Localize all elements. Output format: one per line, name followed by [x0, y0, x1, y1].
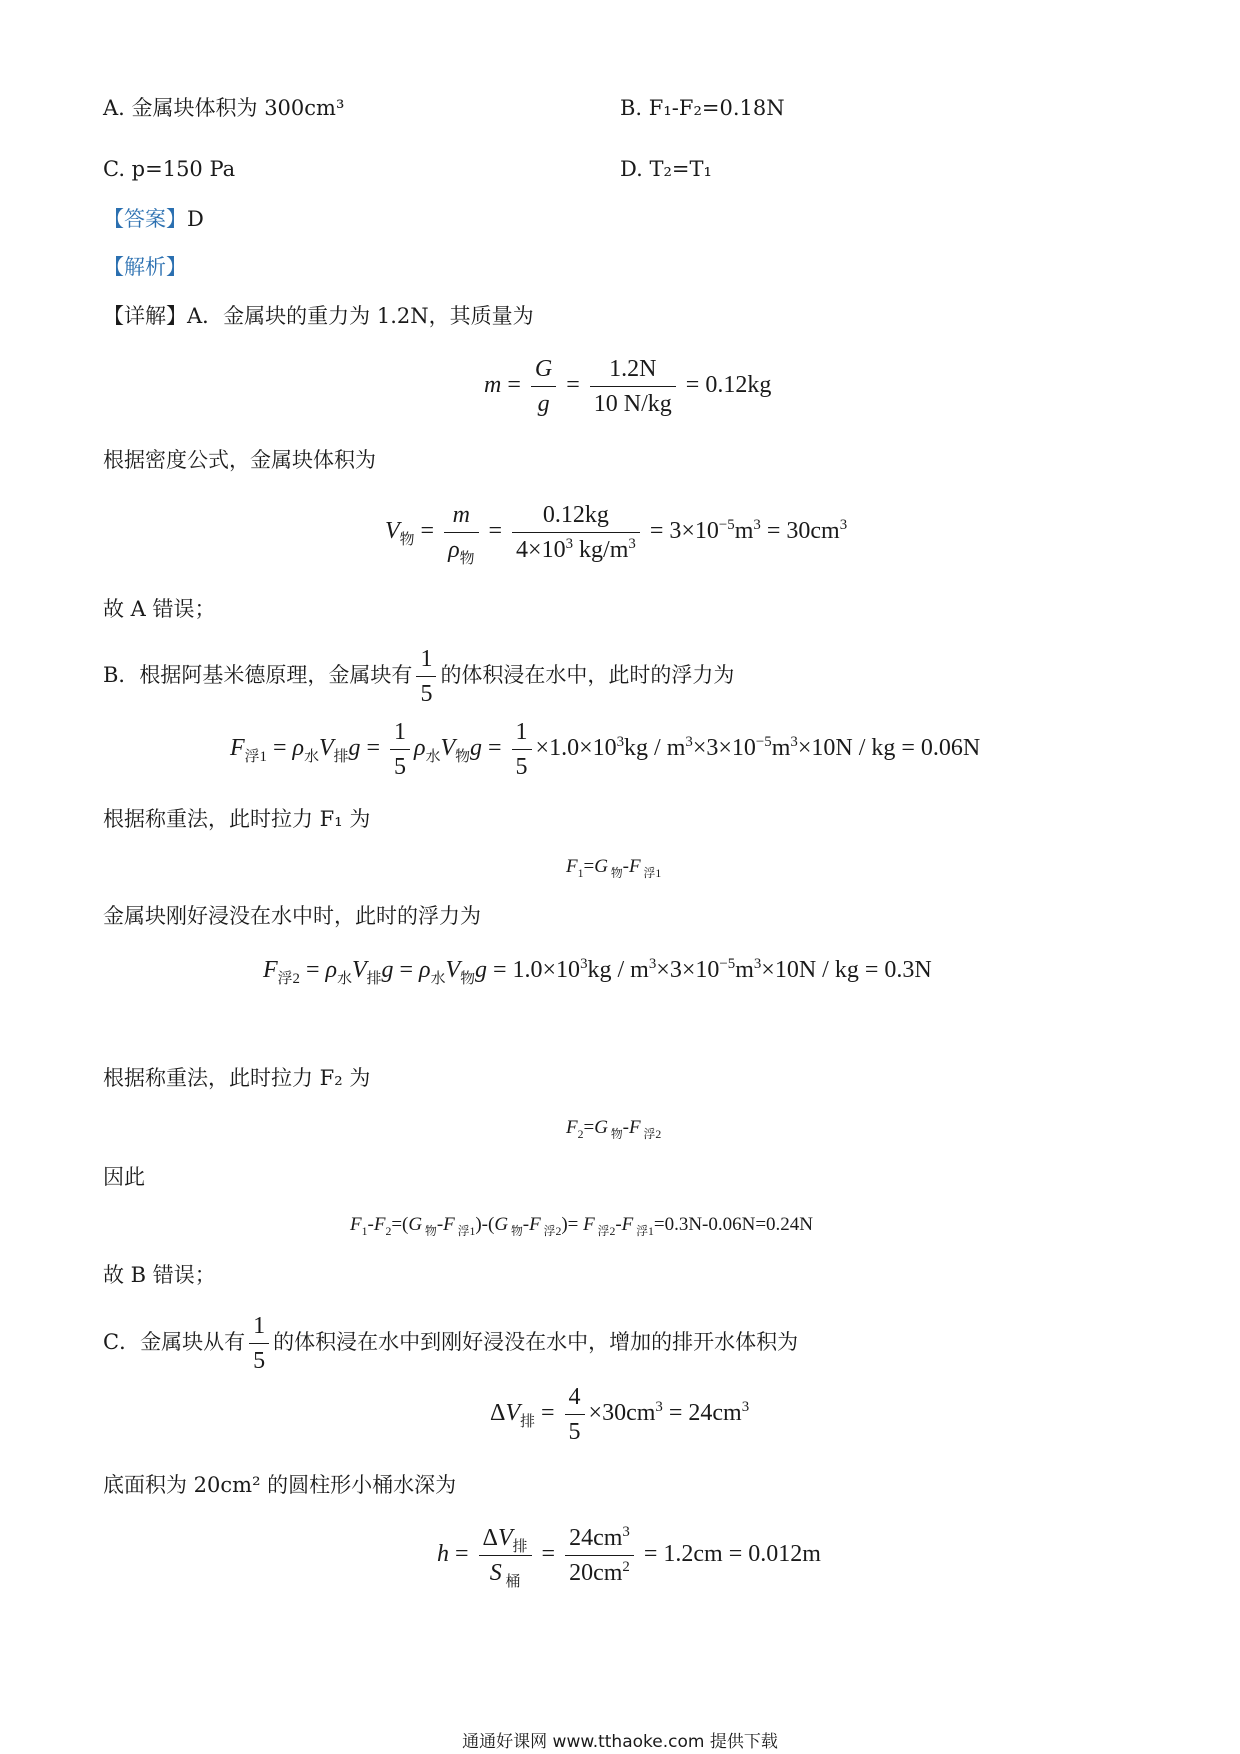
b-intro-post: 的体积浸在水中，此时的浮力为: [440, 663, 735, 687]
option-c: C. p=150 Pa: [103, 157, 236, 181]
submerged-intro: 金属块刚好浸没在水中时，此时的浮力为: [103, 904, 481, 928]
c-intro-pre: C．金属块从有: [103, 1330, 246, 1354]
equation-depth: h = $\frac{\Delta V_排}{S _桶}$ = $\frac{24cm^3}{20cm^2}$ = 1.2cm = 0.012m: [437, 1524, 821, 1590]
equation-f2: $F_2=G$ $_物$-F $_{浮2}$: [566, 1117, 662, 1141]
detail-a-line: [103, 302, 534, 330]
option-d: D. T₂=T₁: [620, 157, 712, 181]
answer-label: 【答案】: [103, 207, 187, 231]
c-intro-post: 的体积浸在水中到刚好浸没在水中，增加的排开水体积为: [273, 1330, 799, 1354]
b-intro-pre: B．根据阿基米德原理，金属块有: [103, 663, 413, 687]
b-wrong: 故 B 错误；: [103, 1263, 216, 1287]
equation-buoyancy-1: $F_{浮1} = \rho_水V_排g$ = $\frac{1}{5}$ $\rho_水V_物g$ = $\frac{1}{5}$ $\times 1.0\times 10^3kg / m^3\times 3\times 10^{-5}m^3\times 10N$ / kg = 0.06N: [230, 719, 981, 780]
equation-delta-v: $\Delta V_排$ = $\frac{4}{5}$ $\times 30cm^3 = 24cm^3$: [490, 1384, 750, 1445]
equation-difference: $F_1-F_2=(G$ $_物$-F $_{浮1}$)-(G $_物$-F $_{浮2}$)= F $_{浮2}$-F $_{浮1}$=0.3N-0.06N=0.24N: [350, 1214, 814, 1238]
f2-intro: 根据称重法，此时拉力 F₂ 为: [103, 1066, 371, 1090]
b-intro: B．根据阿基米德原理，金属块有 $\frac{1}{5}$ 的体积浸在水中，此时的浮力为: [103, 646, 735, 707]
page-footer: 通通好课网 www.tthaoke.com 提供下载: [462, 1732, 778, 1752]
option-a: A. 金属块体积为 300cm³: [103, 96, 345, 120]
a-wrong: 故 A 错误；: [103, 597, 216, 621]
bucket-intro: 底面积为 20cm² 的圆柱形小桶水深为: [103, 1473, 457, 1497]
answer-line: [103, 205, 204, 233]
a-intro: A．金属块的重力为 1.2N，其质量为: [187, 304, 534, 328]
f1-intro: 根据称重法，此时拉力 F₁ 为: [103, 807, 371, 831]
answer-value: D: [187, 207, 204, 231]
option-b: B. F₁-F₂=0.18N: [620, 96, 785, 120]
density-intro: 根据密度公式，金属块体积为: [103, 448, 376, 472]
equation-mass: m = $\frac{G}{g}$ = $\frac{1.2N}{10 N/kg}$ = 0.12kg: [484, 356, 772, 417]
equation-volume: $V_物$ = $\frac{m}{\rho_物}$ = $\frac{0.12kg}{4\times 10^3 kg/m^3}$ = $3\times 10^{-5}m^3 = 30cm^3$: [385, 502, 848, 567]
equation-buoyancy-2: $F_{浮2} = \rho_水V_排g = \rho_水V_物g = 1.0\times 10^3kg / m^3\times 3\times 10^{-5}m^3\times 10N$ / kg = 0.3N: [263, 956, 932, 987]
equation-f1: $F_1=G$ $_物$-F $_{浮1}$: [566, 856, 662, 880]
analysis-label: 【解析】: [103, 255, 187, 279]
c-intro: C．金属块从有 $\frac{1}{5}$ 的体积浸在水中到刚好浸没在水中，增加的排开水体积为: [103, 1313, 799, 1374]
therefore: 因此: [103, 1165, 145, 1189]
detail-label: 【详解】: [103, 304, 187, 328]
